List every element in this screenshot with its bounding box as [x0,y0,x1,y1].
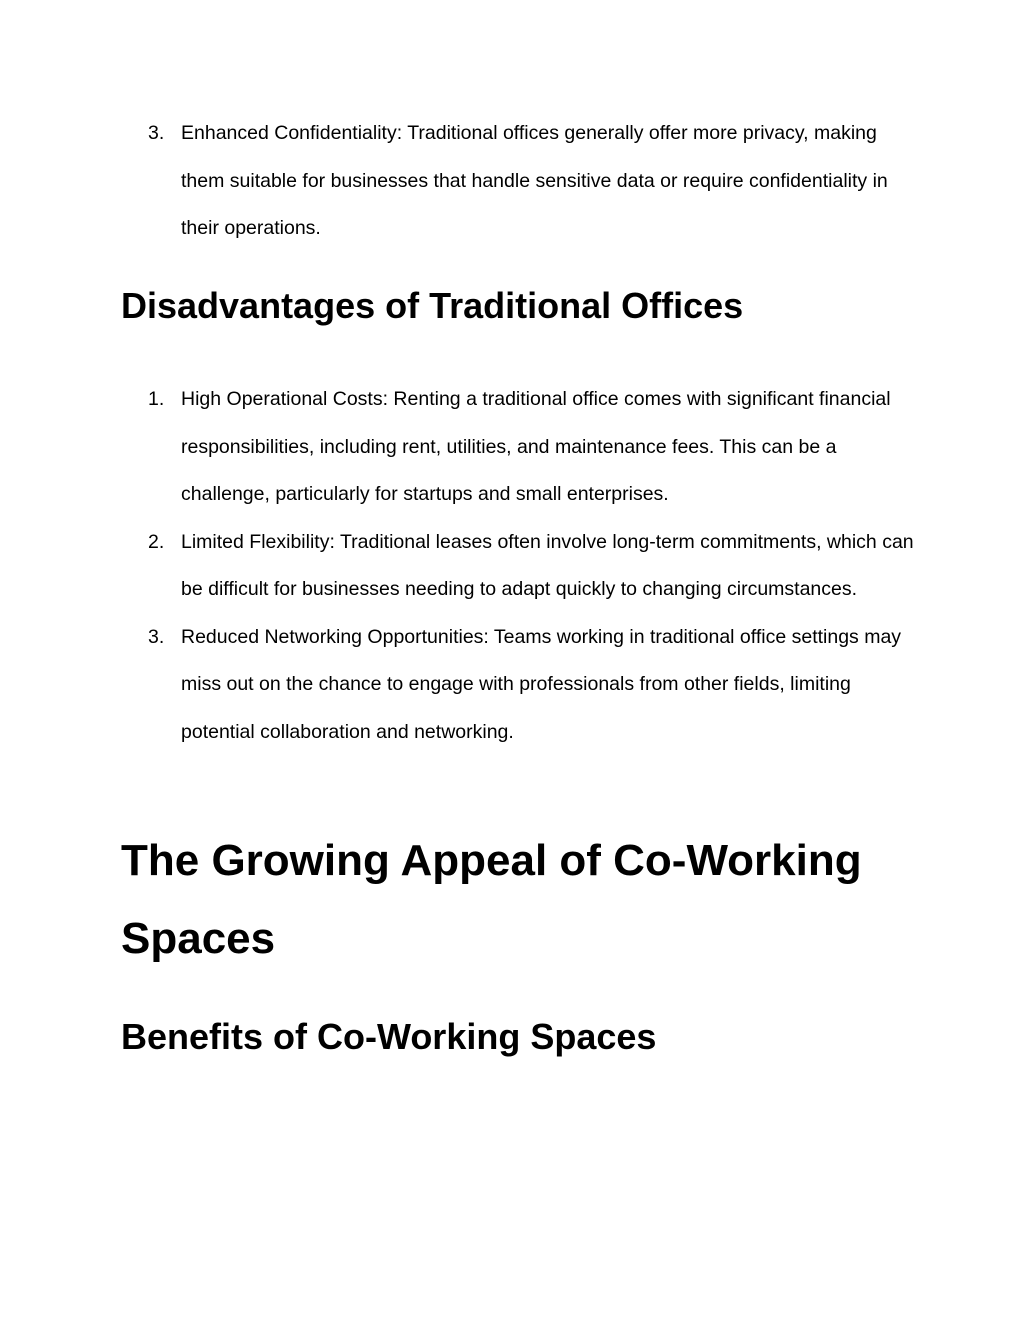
section-title-coworking: The Growing Appeal of Co-Working Spaces [121,836,862,963]
disadvantages-list [0,376,1024,756]
list-item [0,376,921,519]
list-item-text: Reduced Networking Opportunities: Teams working in traditional office settings may miss out on the chance to engage with professionals from other fields, limiting potential collaboration and networking. [181,625,902,743]
section-heading-disadvantages: Disadvantages of Traditional Offices [121,285,744,326]
list-item-text: Limited Flexibility: Traditional leases often involve long-term commitments, which can be difficult for businesses needing to adapt quickly to changing circumstances. [181,530,914,600]
list-item-number: 3. [148,625,165,648]
list-item-number: 3. [148,122,165,144]
list-item-text: Enhanced Confidentiality: Traditional offices generally offer more privacy, making them suitable for businesses that handle sensitive data or require confidentiality in their operations. [181,122,888,239]
list-item-number: 1. [148,388,165,410]
list-item [0,614,921,757]
continued-advantages-list [0,110,1024,253]
list-item-text: High Operational Costs: Renting a traditional office comes with significant financial responsibilities, including rent, utilities, and maintenance fees. This can be a challenge, particularly for startups and small enterprises. [181,388,891,505]
list-item-number: 2. [148,530,165,553]
subsection-heading-benefits: Benefits of Co-Working Spaces [121,1016,657,1057]
list-item [0,110,921,253]
list-item [0,519,921,614]
